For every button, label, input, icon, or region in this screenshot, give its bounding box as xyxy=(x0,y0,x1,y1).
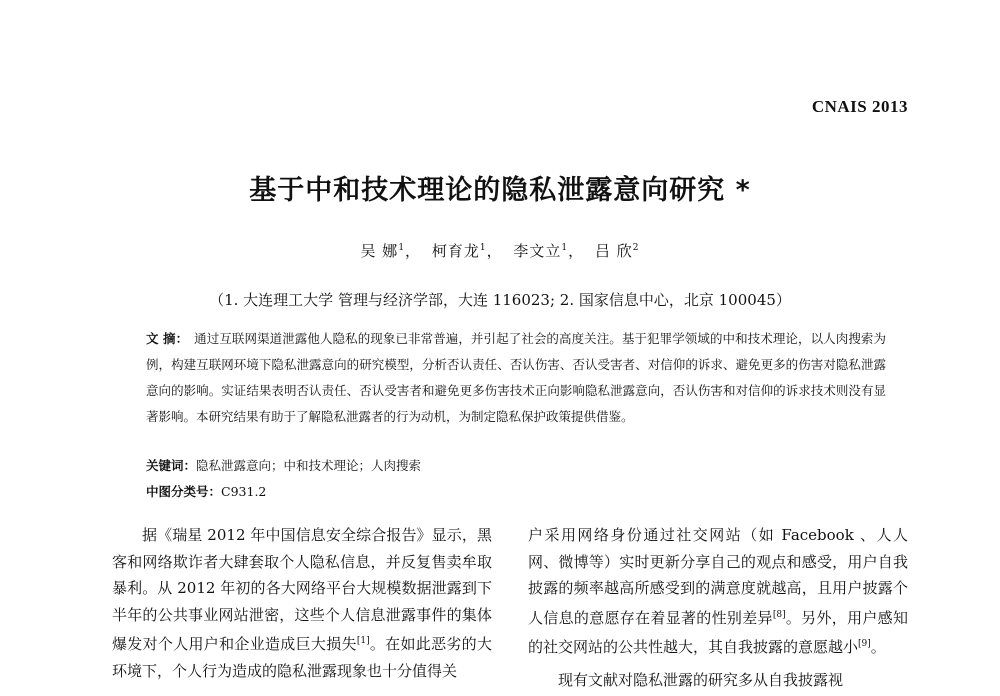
paragraph: 户采用网络身份通过社交网站（如 Facebook 、人人网、微博等）实时更新分享自己的观点和感受，用户自我披露的频率越高所感受到的满意度就越高，且用户披露个人信息的意愿存在着显著的性别差异[8]。另外，用户感知的社交网站的公共性越大，其自我披露的意愿越小[9]。 xyxy=(528,526,908,657)
classification-label: 中图分类号： xyxy=(146,484,222,499)
citation: [8] xyxy=(772,609,786,620)
author: 柯育龙$^1$ xyxy=(431,242,487,260)
paragraph: 据《瑞星 2012 年中国信息安全综合报告》显示，黑客和网络欺诈者大肆套取个人隐私信息，并反复售卖牟取暴利。从 2012 年初的各大网络平台大规模数据泄露到下半年的公共事业网站泄密，这些个人信息泄露事件的集体爆发对个人用户和企业造成巨大损失[1]。在如此恶劣的大环境下，个人行为造成的隐私泄露现象也十分值得关 xyxy=(112,526,492,680)
author-list: 吴 娜$^1$， 柯育龙$^1$， 李文立$^1$， 吕 欣$^2$ xyxy=(360,242,640,260)
author: 吕 欣$^2$ xyxy=(594,242,640,260)
affiliation: （1. 大连理工大学 管理与经济学部，大连 116023; 2. 国家信息中心，北京 100045） xyxy=(209,291,791,309)
author: 李文立$^1$ xyxy=(513,242,569,260)
conference-label: CNAIS 2013 xyxy=(811,97,908,116)
classification xyxy=(146,482,266,500)
body-left-column xyxy=(112,522,492,685)
classification-value: C931.2 xyxy=(221,484,267,499)
abstract-label: 文 摘： xyxy=(146,331,189,346)
keywords-value: 隐私泄露意向；中和技术理论；人肉搜索 xyxy=(196,458,422,473)
paper-title: 基于中和技术理论的隐私泄露意向研究 * xyxy=(249,175,751,206)
author: 吴 娜$^1$ xyxy=(360,242,406,260)
body-right-column xyxy=(528,522,908,694)
citation: [1] xyxy=(356,636,370,647)
abstract xyxy=(146,326,886,430)
citation: [9] xyxy=(858,639,871,650)
keywords-label: 关键词： xyxy=(146,458,197,473)
keywords xyxy=(146,456,421,474)
abstract-text: 通过互联网渠道泄露他人隐私的现象已非常普遍，并引起了社会的高度关注。基于犯罪学领域的中和技术理论，以人肉搜索为例，构建互联网环境下隐私泄露意向的研究模型，分析否认责任、否认伤害、否认受害者、对信仰的诉求、避免更多的伤害对隐私泄露意向的影响。实证结果表明否认责任、否认受害者和避免更多伤害技术正向影响隐私泄露意向，否认伤害和对信仰的诉求技术则没有显著影响。本研究结果有助于了解隐私泄露者的行为动机，为制定隐私保护政策提供借鉴。 xyxy=(146,331,886,424)
paragraph: 现有文献对隐私泄露的研究多从自我披露视 xyxy=(558,670,844,689)
